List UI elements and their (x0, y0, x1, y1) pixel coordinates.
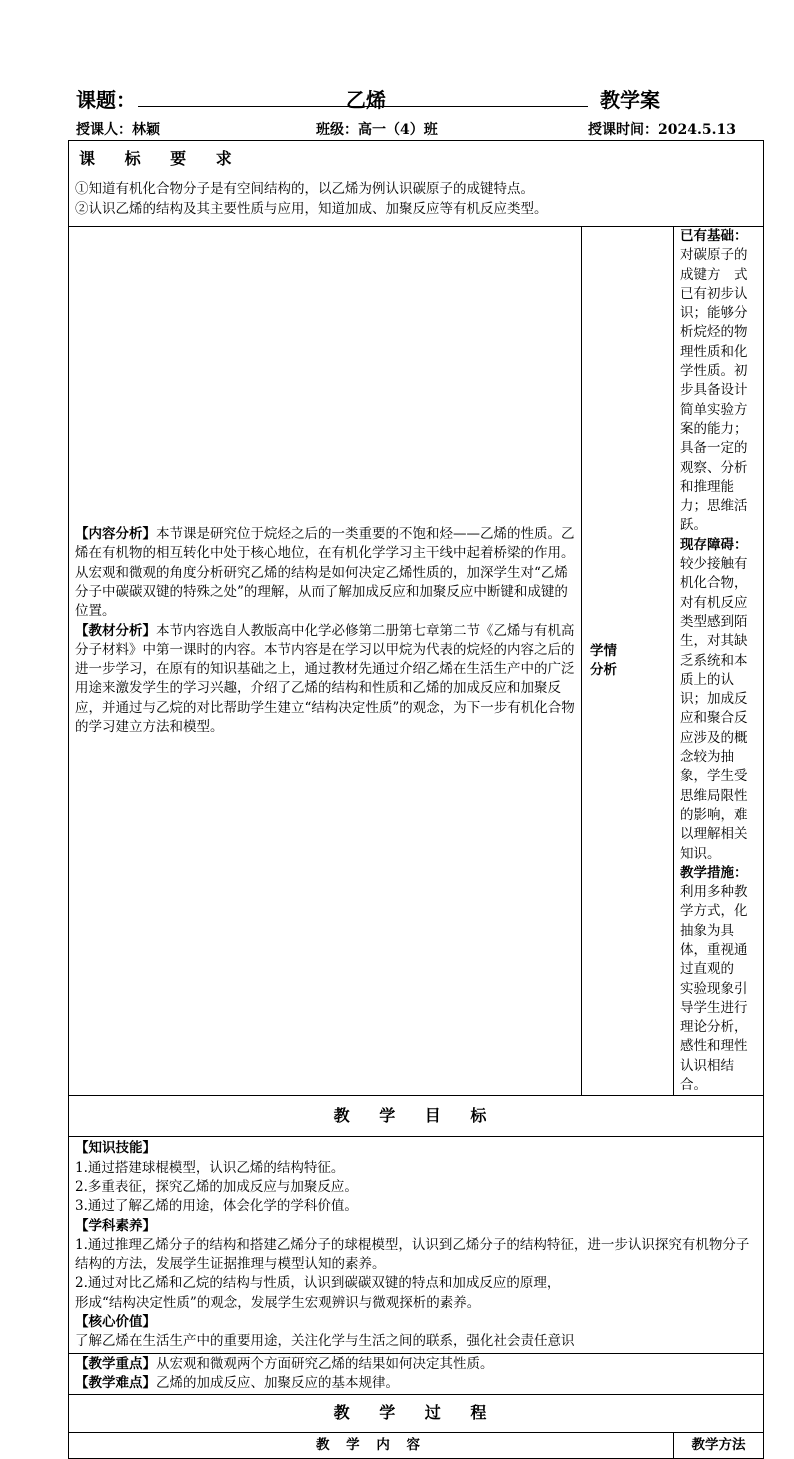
literacy-item: 1.通过推理乙烯分子的结构和搭建乙烯分子的球棍模型，认识到乙烯分子的结构特征，进一步认识探究有机物分子结构的方法，发展学生证据推理与模型认知的素养。 (75, 1236, 750, 1273)
knowledge-item: 1.通过搭建球棍模型，认识乙烯的结构特征。 (75, 1159, 345, 1176)
knowledge-item: 3.通过了解乙烯的用途，体会化学的学科价值。 (75, 1198, 358, 1215)
foundation-text: 对碳原子的成键方 式已有初步认识；能够分析烷烃的物理性质和化学性质。初步具备设计简单实验方案的能力；具备一定的观察、分析和推理能力；思维活跃。 (680, 247, 748, 534)
obstacle-label: 现存障碍： (680, 536, 748, 553)
difficulty-text: 乙烯的加成反应、加聚反应的基本规律。 (156, 1374, 399, 1391)
textbook-analysis-label: 【教材分析】 (75, 622, 156, 639)
student-analysis-label: 学情分析 (590, 642, 617, 679)
lesson-table (68, 140, 764, 1459)
values-label: 【核心价值】 (75, 1314, 156, 1331)
literacy-item: 形成“结构决定性质”的观念，发展学生宏观辨识与微观探析的素养。 (75, 1294, 481, 1311)
content-analysis-label: 【内容分析】 (75, 526, 156, 543)
textbook-analysis-text: 本节内容选自人教版高中化学必修第二册第七章第二节《乙烯与有机高分子材料》中第一课时的内容。本节内容是在学习以甲烷为代表的烷烃的内容之后的进一步学习，在原有的知识基础之上，通过教材先通过介绍乙烯在生活生产中的广泛用途来激发学生的学习兴趣，介绍了乙烯的结构和性质和乙烯的加成反应和加聚反应，并通过与乙烷的对比帮助学生建立“结构决定性质”的观念，为下一步有机化合物的学习建立方法和模型。 (75, 622, 575, 736)
content-analysis-text: 本节课是研究位于烷烃之后的一类重要的不饱和烃——乙烯的性质。乙烯在有机物的相互转化中处于核心地位，在有机化学学习主干线中起着桥梁的作用。从宏观和微观的角度分析研究乙烯的结构是如何决定乙烯性质的，加深学生对“乙烯分子中碳碳双键的特殊之处”的理解，从而了解加成反应和加聚反应中断键和成键的位置。 (75, 526, 575, 620)
objectives-heading-row (69, 1096, 764, 1137)
focus-label: 【教学重点】 (75, 1355, 156, 1372)
curriculum-item: ②认识乙烯的结构及其主要性质与应用，知道加成、加聚反应等有机反应类型。 (75, 200, 548, 217)
topic-title: 乙烯 (346, 88, 386, 112)
foundation-label: 已有基础： (680, 228, 748, 244)
curriculum-heading: 课 标 要 求 (79, 149, 244, 168)
lesson-date: 授课时间：2024.5.13 (588, 122, 736, 138)
literacy-item: 2.通过对比乙烯和乙烷的结构与性质，认识到碳碳双键的特点和加成反应的原理， (75, 1275, 561, 1292)
analysis-row (69, 227, 764, 1096)
values-text: 了解乙烯在生活生产中的重要用途，关注化学与生活之间的联系，强化社会责任意识 (75, 1333, 575, 1350)
key-points-row (69, 1353, 764, 1395)
process-heading: 教 学 过 程 (333, 1403, 499, 1423)
objectives-row (69, 1137, 764, 1353)
student-analysis-label-cell (582, 227, 674, 1096)
process-columns-row (69, 1433, 764, 1459)
measure-text: 利用多种教学方式，化抽象为具体，重视通过直观的 实验现象引导学生进行理论分析，感性和理性认识相结合。 (680, 884, 748, 1094)
student-analysis-cell (674, 227, 764, 1096)
obstacle-text: 较少接触有机化合物，对有机反应类型感到陌生，对其缺乏系统和本质上的认识；加成反应和聚合反应涉及的概念较为抽象，学生受思维局限性的影响，难以理解相关知识。 (680, 556, 748, 862)
meta-row (76, 119, 766, 139)
curriculum-row (69, 141, 764, 227)
plan-type: 教学案 (600, 88, 660, 112)
curriculum-item: ①知道有机化合物分子是有空间结构的，以乙烯为例认识碳原子的成键特点。 (75, 181, 534, 198)
literacy-label: 【学科素养】 (75, 1217, 156, 1234)
knowledge-item: 2.多重表征，探究乙烯的加成反应与加聚反应。 (75, 1178, 358, 1195)
col-method-header: 教学方法 (674, 1433, 764, 1459)
content-analysis-cell (69, 227, 582, 1096)
focus-text: 从宏观和微观两个方面研究乙烯的结果如何决定其性质。 (156, 1355, 494, 1372)
teacher: 授课人：林颖 (76, 122, 160, 138)
process-heading-row (69, 1395, 764, 1433)
title-row (76, 84, 766, 114)
class-info: 班级：高一（4）班 (316, 122, 438, 138)
objectives-heading: 教 学 目 标 (333, 1105, 499, 1125)
measure-label: 教学措施： (680, 864, 748, 881)
topic-label: 课题： (76, 88, 136, 112)
col-content-header: 教 学 内 容 (69, 1433, 674, 1459)
knowledge-label: 【知识技能】 (75, 1140, 156, 1157)
difficulty-label: 【教学难点】 (75, 1374, 156, 1391)
